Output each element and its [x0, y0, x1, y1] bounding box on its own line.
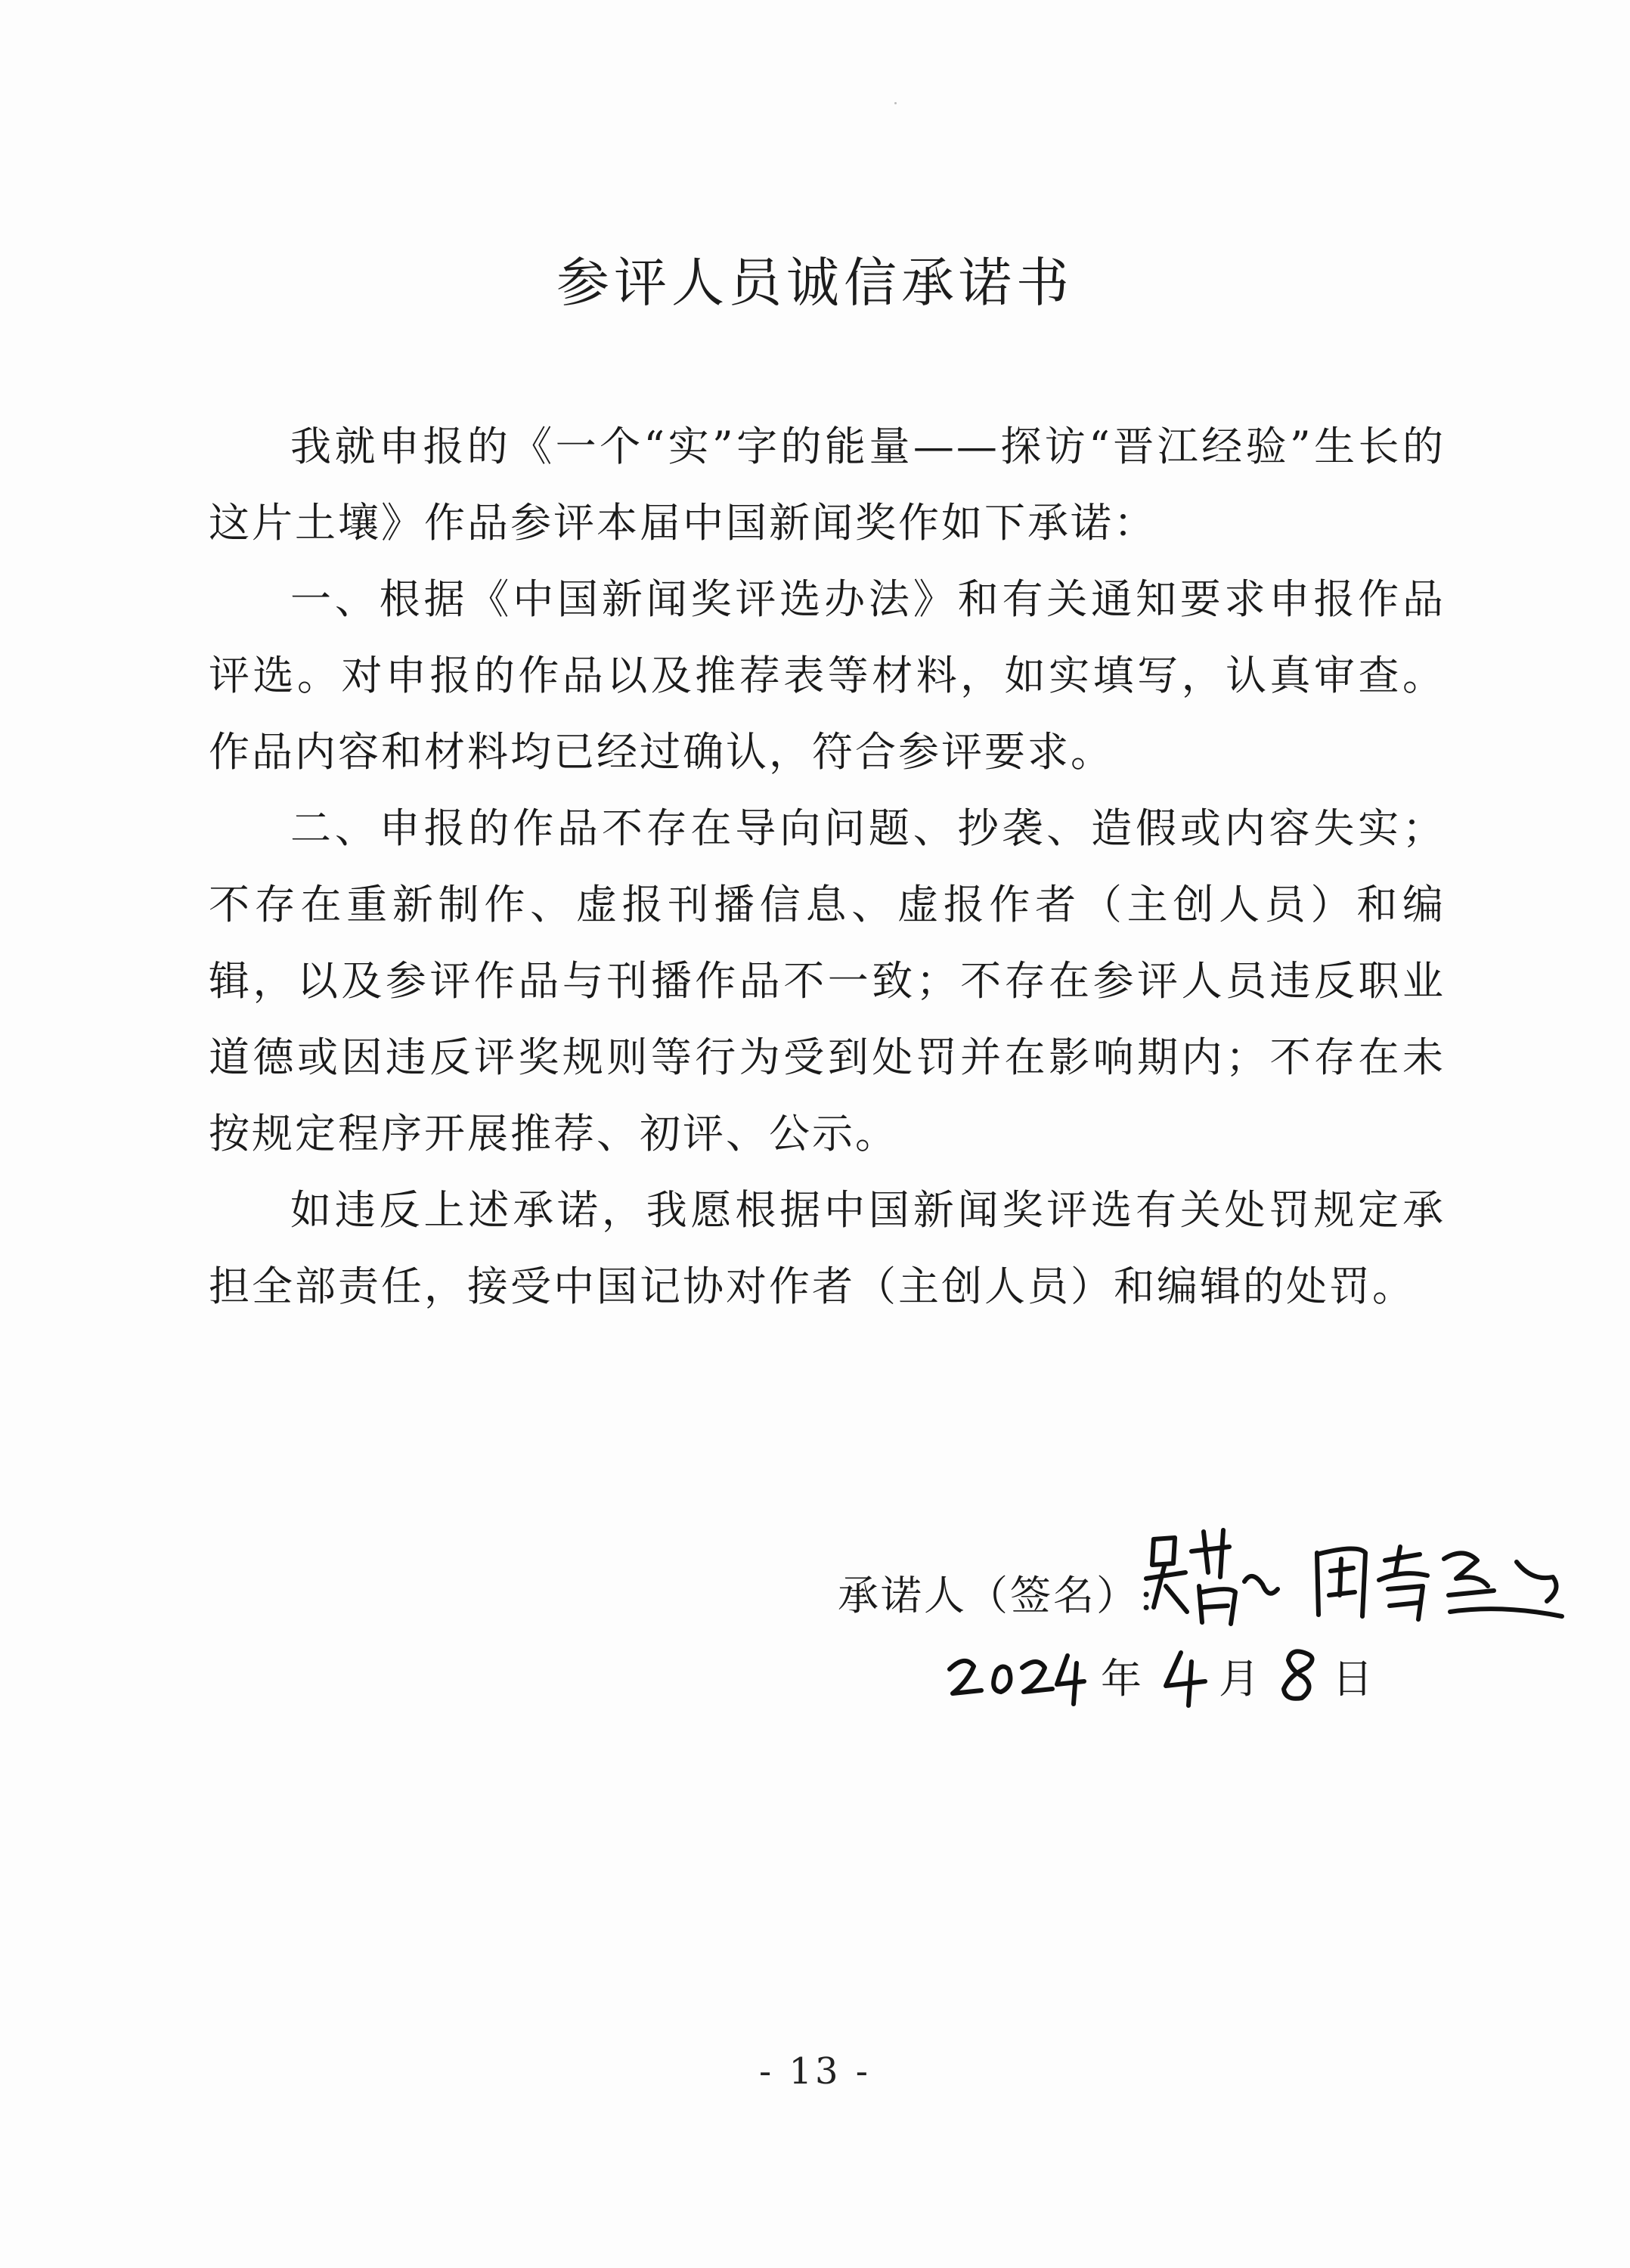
day-label: 日	[1332, 1655, 1375, 1703]
document-title: 参评人员诚信承诺书	[556, 252, 1074, 314]
handwritten-day	[1272, 1641, 1325, 1709]
handwritten-month	[1158, 1641, 1214, 1709]
paragraph-commitment-1: 一、根据《中国新闻奖评选办法》和有关通知要求申报作品评选。对申报的作品以及推荐表等材料，如实填写，认真审查。作品内容和材料均已经过确认，符合参评要求。	[209, 575, 1446, 776]
signature-label: 承诺人（签名）:	[838, 1572, 1156, 1619]
paragraph-commitment-2: 二、申报的作品不存在导向问题、抄袭、造假或内容失实；不存在重新制作、虚报刊播信息、虚报作者（主创人员）和编辑，以及参评作品与刊播作品不一致；不存在参评人员违反职业道德或因违反评奖规则等行为受到处罚并在影响期内；不存在未按规定程序开展推荐、初评、公示。	[209, 804, 1446, 1157]
handwritten-year	[944, 1641, 1087, 1709]
paragraph-intro: 我就申报的《一个“实”字的能量——探访“晋江经验”生长的这片土壤》作品参评本届中国新闻奖作如下承诺：	[209, 423, 1446, 547]
handwritten-signature	[1139, 1517, 1577, 1637]
page-number: - 13 -	[758, 2050, 872, 2093]
month-label: 月	[1219, 1655, 1262, 1703]
year-label: 年	[1101, 1655, 1144, 1703]
scan-speck	[894, 102, 897, 104]
paragraph-liability: 如违反上述承诺，我愿根据中国新闻奖评选有关处罚规定承担全部责任，接受中国记协对作者（主创人员）和编辑的处罚。	[209, 1186, 1446, 1310]
document-body	[209, 408, 1446, 1325]
signature-date	[944, 1641, 1473, 1709]
